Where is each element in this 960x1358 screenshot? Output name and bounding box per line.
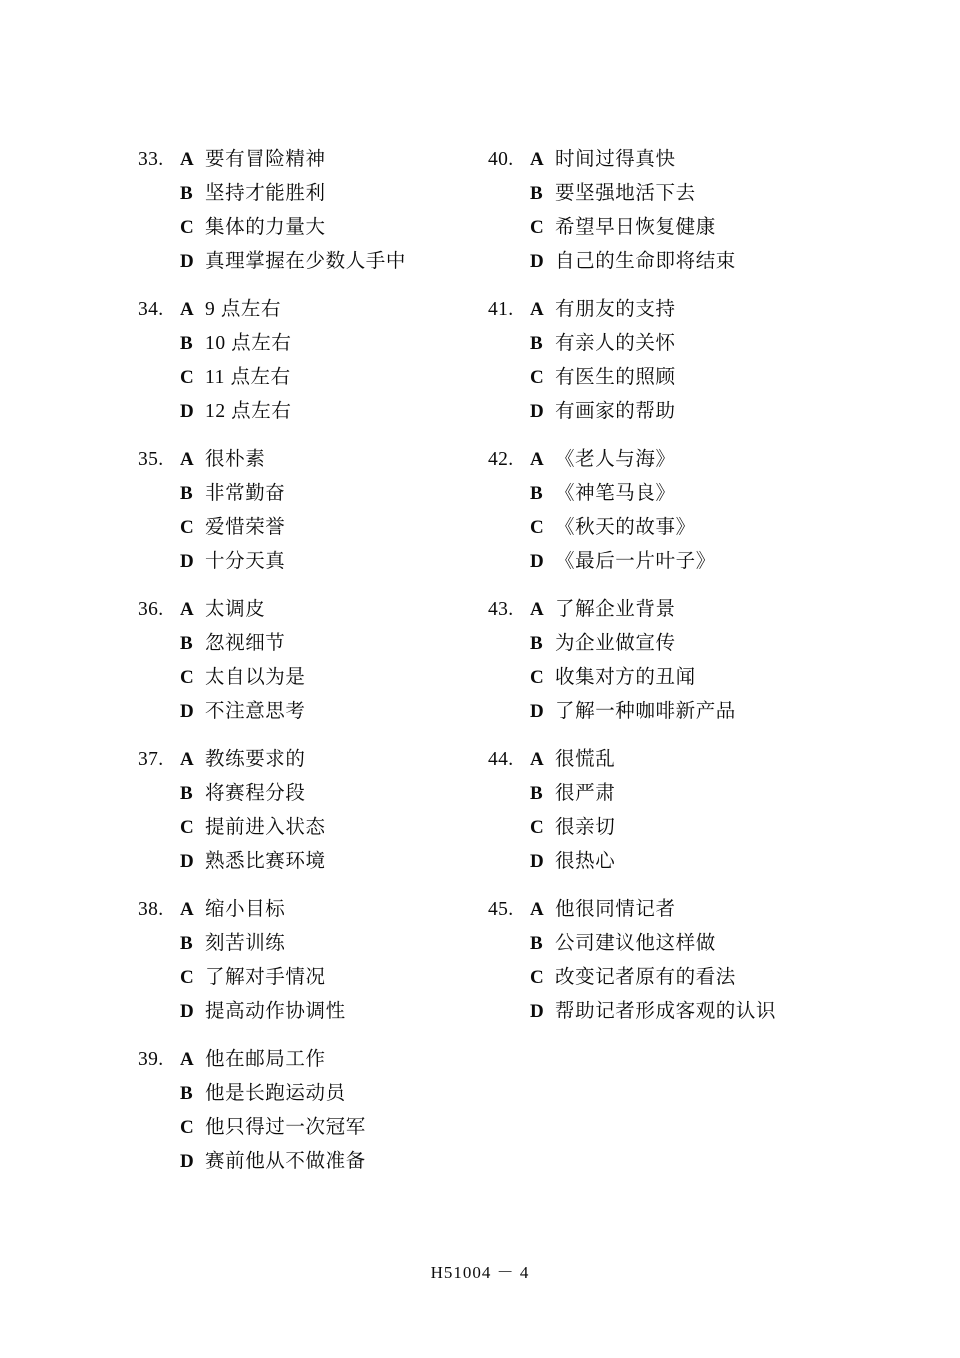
option-text: 太自以为是 xyxy=(205,667,306,688)
question-block xyxy=(488,143,888,279)
option-text: 不注意思考 xyxy=(205,701,306,722)
option-letter: A xyxy=(180,449,194,470)
option-text: 很热心 xyxy=(555,851,616,872)
question-block xyxy=(488,443,888,579)
option-row[interactable] xyxy=(488,995,888,1029)
option-text: 刻苦训练 xyxy=(205,933,286,954)
question-number: 34. xyxy=(138,299,164,320)
option-letter: B xyxy=(530,483,543,504)
option-row[interactable] xyxy=(488,811,888,845)
option-text: 要坚强地活下去 xyxy=(555,183,696,204)
option-letter: C xyxy=(180,217,194,238)
option-row[interactable] xyxy=(138,327,483,361)
option-row[interactable] xyxy=(488,695,888,729)
option-row[interactable] xyxy=(138,627,483,661)
option-letter: B xyxy=(530,783,543,804)
option-text: 十分天真 xyxy=(205,551,286,572)
option-row[interactable] xyxy=(488,211,888,245)
option-text: 收集对方的丑闻 xyxy=(555,667,696,688)
option-letter: C xyxy=(530,817,544,838)
option-text: 很亲切 xyxy=(555,817,616,838)
option-row[interactable] xyxy=(488,395,888,429)
option-text: 9 点左右 xyxy=(205,299,282,320)
question-number: 35. xyxy=(138,449,164,470)
option-letter: D xyxy=(530,551,544,572)
option-letter: D xyxy=(530,401,544,422)
option-row[interactable] xyxy=(488,245,888,279)
option-letter: B xyxy=(530,333,543,354)
option-letter: B xyxy=(530,933,543,954)
option-row[interactable] xyxy=(488,661,888,695)
option-text: 了解对手情况 xyxy=(205,967,326,988)
option-text: 有朋友的支持 xyxy=(555,299,676,320)
option-text: 他很同情记者 xyxy=(555,899,676,920)
option-text: 赛前他从不做准备 xyxy=(205,1151,366,1172)
option-letter: C xyxy=(530,967,544,988)
option-row[interactable] xyxy=(138,1145,483,1179)
option-row[interactable] xyxy=(138,695,483,729)
option-row[interactable] xyxy=(488,777,888,811)
option-row[interactable] xyxy=(138,995,483,1029)
option-letter: C xyxy=(530,367,544,388)
option-row[interactable] xyxy=(138,845,483,879)
option-row[interactable] xyxy=(138,1043,483,1077)
question-number: 36. xyxy=(138,599,164,620)
option-letter: C xyxy=(180,967,194,988)
option-text: 《最后一片叶子》 xyxy=(555,551,716,572)
option-row[interactable] xyxy=(488,927,888,961)
option-letter: C xyxy=(180,1117,194,1138)
option-text: 太调皮 xyxy=(205,599,266,620)
question-block xyxy=(488,293,888,429)
question-block xyxy=(488,593,888,729)
option-row[interactable] xyxy=(138,395,483,429)
option-letter: A xyxy=(180,1049,194,1070)
option-text: 缩小目标 xyxy=(205,899,286,920)
option-text: 很慌乱 xyxy=(555,749,616,770)
option-row[interactable] xyxy=(138,511,483,545)
option-text: 改变记者原有的看法 xyxy=(555,967,736,988)
option-text: 公司建议他这样做 xyxy=(555,933,716,954)
option-row[interactable] xyxy=(488,511,888,545)
question-block xyxy=(138,593,483,729)
option-letter: B xyxy=(180,183,193,204)
option-text: 教练要求的 xyxy=(205,749,306,770)
option-row[interactable] xyxy=(138,443,483,477)
option-letter: D xyxy=(180,851,194,872)
question-block xyxy=(138,893,483,1029)
option-letter: C xyxy=(530,217,544,238)
option-letter: C xyxy=(180,517,194,538)
option-row[interactable] xyxy=(488,143,888,177)
question-block xyxy=(138,1043,483,1179)
option-text: 很严肃 xyxy=(555,783,616,804)
question-number: 40. xyxy=(488,149,514,170)
option-letter: A xyxy=(530,149,544,170)
option-letter: D xyxy=(180,551,194,572)
option-row[interactable] xyxy=(138,361,483,395)
question-number: 38. xyxy=(138,899,164,920)
option-row[interactable] xyxy=(138,245,483,279)
option-letter: B xyxy=(530,633,543,654)
option-text: 他在邮局工作 xyxy=(205,1049,326,1070)
option-text: 11 点左右 xyxy=(205,367,291,388)
option-letter: A xyxy=(180,899,194,920)
option-letter: C xyxy=(180,817,194,838)
option-letter: D xyxy=(530,701,544,722)
option-row[interactable] xyxy=(138,211,483,245)
question-number: 44. xyxy=(488,749,514,770)
option-row[interactable] xyxy=(488,893,888,927)
option-letter: A xyxy=(180,299,194,320)
option-row[interactable] xyxy=(138,927,483,961)
option-text: 10 点左右 xyxy=(205,333,292,354)
option-row[interactable] xyxy=(488,627,888,661)
option-letter: B xyxy=(180,333,193,354)
option-text: 12 点左右 xyxy=(205,401,292,422)
option-letter: D xyxy=(530,251,544,272)
option-row[interactable] xyxy=(488,743,888,777)
left-question-column xyxy=(138,143,483,1193)
question-number: 33. xyxy=(138,149,164,170)
option-text: 为企业做宣传 xyxy=(555,633,676,654)
option-row[interactable] xyxy=(488,327,888,361)
option-row[interactable] xyxy=(138,293,483,327)
option-text: 了解一种咖啡新产品 xyxy=(555,701,736,722)
option-text: 爱惜荣誉 xyxy=(205,517,286,538)
option-letter: D xyxy=(180,1001,194,1022)
question-block xyxy=(488,893,888,1029)
option-letter: A xyxy=(180,749,194,770)
option-text: 集体的力量大 xyxy=(205,217,326,238)
option-letter: D xyxy=(530,851,544,872)
option-letter: A xyxy=(180,149,194,170)
question-number: 45. xyxy=(488,899,514,920)
option-letter: D xyxy=(180,701,194,722)
option-letter: A xyxy=(530,449,544,470)
option-row[interactable] xyxy=(138,1111,483,1145)
question-number: 39. xyxy=(138,1049,164,1070)
option-text: 真理掌握在少数人手中 xyxy=(205,251,407,272)
option-text: 要有冒险精神 xyxy=(205,149,326,170)
option-letter: C xyxy=(180,667,194,688)
option-row[interactable] xyxy=(138,777,483,811)
option-text: 有亲人的关怀 xyxy=(555,333,676,354)
option-text: 有医生的照顾 xyxy=(555,367,676,388)
option-text: 《神笔马良》 xyxy=(555,483,676,504)
option-text: 熟悉比赛环境 xyxy=(205,851,326,872)
option-letter: B xyxy=(530,183,543,204)
option-row[interactable] xyxy=(138,961,483,995)
question-number: 42. xyxy=(488,449,514,470)
option-text: 坚持才能胜利 xyxy=(205,183,326,204)
question-block xyxy=(138,743,483,879)
option-row[interactable] xyxy=(488,443,888,477)
option-row[interactable] xyxy=(138,743,483,777)
option-letter: D xyxy=(530,1001,544,1022)
option-letter: C xyxy=(180,367,194,388)
question-number: 37. xyxy=(138,749,164,770)
option-letter: A xyxy=(530,299,544,320)
option-row[interactable] xyxy=(138,593,483,627)
right-question-column xyxy=(488,143,888,1043)
option-text: 帮助记者形成客观的认识 xyxy=(555,1001,777,1022)
question-block xyxy=(138,143,483,279)
option-letter: A xyxy=(530,899,544,920)
page-footer: H51004 － 4 xyxy=(430,1263,530,1282)
option-text: 他是长跑运动员 xyxy=(205,1083,346,1104)
option-letter: B xyxy=(180,1083,193,1104)
option-text: 将赛程分段 xyxy=(205,783,306,804)
option-row[interactable] xyxy=(138,811,483,845)
option-row[interactable] xyxy=(488,545,888,579)
option-text: 忽视细节 xyxy=(205,633,286,654)
option-text: 希望早日恢复健康 xyxy=(555,217,716,238)
option-letter: A xyxy=(180,599,194,620)
option-row[interactable] xyxy=(138,893,483,927)
option-text: 《老人与海》 xyxy=(555,449,676,470)
question-number: 43. xyxy=(488,599,514,620)
option-row[interactable] xyxy=(138,661,483,695)
question-block xyxy=(488,743,888,879)
option-text: 自己的生命即将结束 xyxy=(555,251,736,272)
option-text: 很朴素 xyxy=(205,449,266,470)
option-letter: B xyxy=(180,783,193,804)
option-row[interactable] xyxy=(138,143,483,177)
option-row[interactable] xyxy=(488,177,888,211)
option-letter: D xyxy=(180,251,194,272)
option-row[interactable] xyxy=(138,1077,483,1111)
option-text: 《秋天的故事》 xyxy=(555,517,696,538)
question-block xyxy=(138,293,483,429)
option-text: 时间过得真快 xyxy=(555,149,676,170)
option-row[interactable] xyxy=(488,293,888,327)
option-text: 有画家的帮助 xyxy=(555,401,676,422)
option-row[interactable] xyxy=(488,593,888,627)
option-letter: C xyxy=(530,517,544,538)
option-row[interactable] xyxy=(488,361,888,395)
option-row[interactable] xyxy=(488,961,888,995)
option-text: 提高动作协调性 xyxy=(205,1001,346,1022)
option-letter: A xyxy=(530,599,544,620)
option-text: 了解企业背景 xyxy=(555,599,676,620)
option-letter: A xyxy=(530,749,544,770)
option-letter: B xyxy=(180,483,193,504)
option-row[interactable] xyxy=(488,845,888,879)
option-row[interactable] xyxy=(488,477,888,511)
option-row[interactable] xyxy=(138,177,483,211)
option-letter: C xyxy=(530,667,544,688)
option-text: 提前进入状态 xyxy=(205,817,326,838)
option-row[interactable] xyxy=(138,545,483,579)
option-row[interactable] xyxy=(138,477,483,511)
option-letter: D xyxy=(180,401,194,422)
option-text: 他只得过一次冠军 xyxy=(205,1117,366,1138)
option-letter: B xyxy=(180,933,193,954)
question-number: 41. xyxy=(488,299,514,320)
option-letter: B xyxy=(180,633,193,654)
option-text: 非常勤奋 xyxy=(205,483,286,504)
option-letter: D xyxy=(180,1151,194,1172)
question-block xyxy=(138,443,483,579)
